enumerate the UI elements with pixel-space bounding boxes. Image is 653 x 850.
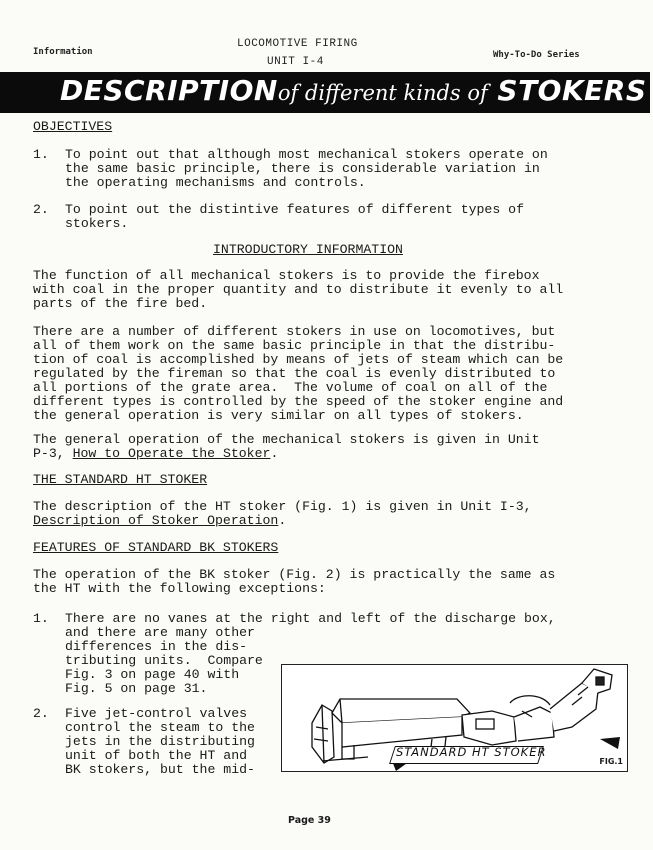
ht-stoker-heading: THE STANDARD HT STOKER (33, 472, 208, 487)
bk-intro-line-1: The operation of the BK stoker (Fig. 2) is practically the same as (33, 567, 556, 582)
banner-word-description: DESCRIPTION (60, 74, 278, 107)
banner-script-text: of different kinds of (277, 81, 488, 105)
bk-stokers-heading: FEATURES OF STANDARD BK STOKERS (33, 540, 279, 555)
intro-para3-suffix: . (270, 446, 279, 461)
page-number: Page 39 (288, 815, 331, 826)
intro-para3-line-2 (33, 447, 278, 461)
ht-stoker-line-1: The description of the HT stoker (Fig. 1) is given in Unit I-3, (33, 499, 532, 514)
header-unit: UNIT I-4 (267, 56, 324, 68)
title-banner (0, 72, 650, 113)
bk-item-1-line-1: There are no vanes at the right and left of the discharge box, (65, 611, 556, 626)
intro-para1-line-1: The function of all mechanical stokers is to provide the firebox (33, 268, 540, 283)
intro-para1-line-3: parts of the fire bed. (33, 296, 208, 311)
objective-1-line-1: To point out that although most mechanical stokers operate on (65, 147, 548, 162)
ht-stoker-suffix: . (278, 513, 287, 528)
bk-item-1-line-2: and there are many other (65, 625, 255, 640)
header-left-label: Information (33, 47, 93, 57)
bk-item-2-line-1: Five jet-control valves (65, 706, 248, 721)
bk-item-1-line-6: Fig. 5 on page 31. (65, 681, 208, 696)
intro-para2-line-2: all of them work on the same basic principle in that the distribu- (33, 338, 556, 353)
bk-item-2-number: 2. (33, 706, 49, 721)
ht-stoker-line-2 (33, 514, 286, 528)
intro-para1-line-2: with coal in the proper quantity and to distribute it evenly to all (33, 282, 564, 297)
objective-2-line-2: stokers. (65, 216, 129, 231)
objective-1-number: 1. (33, 147, 49, 162)
intro-para2-line-5: all portions of the grate area. The volume of coal on all of the (33, 380, 548, 395)
intro-para2-line-1: There are a number of different stokers in use on locomotives, but (33, 324, 556, 339)
figure-caption: STANDARD HT STOKER (396, 745, 547, 759)
intro-heading: INTRODUCTORY INFORMATION (213, 242, 403, 257)
bk-item-1-number: 1. (33, 611, 49, 626)
bk-item-1-line-4: tributing units. Compare (65, 653, 263, 668)
banner-title (60, 74, 647, 107)
intro-para2-line-6: different types is controlled by the speed of the stoker engine and (33, 394, 564, 409)
objective-1-line-2: the same basic principle, there is considerable variation in (65, 161, 540, 176)
intro-para3-line-1: The general operation of the mechanical stokers is given in Unit (33, 432, 540, 447)
bk-item-2-line-4: unit of both the HT and (65, 748, 248, 763)
figure-1-standard-ht-stoker (281, 664, 628, 772)
intro-para2-line-7: the general operation is very similar on all types of stokers. (33, 408, 524, 423)
bk-item-2-line-5: BK stokers, but the mid- (65, 762, 255, 777)
banner-word-stokers: STOKERS (497, 74, 647, 107)
bk-item-2-line-3: jets in the distributing (65, 734, 255, 749)
objectives-heading: OBJECTIVES (33, 119, 113, 134)
unit-i3-reference: Description of Stoker Operation (33, 513, 279, 528)
intro-para2-line-3: tion of coal is accomplished by means of jets of steam which can be (33, 352, 564, 367)
unit-p3-reference: How to Operate the Stoker (72, 446, 271, 461)
intro-para3-prefix: P-3, (33, 446, 73, 461)
objective-2-number: 2. (33, 202, 49, 217)
header-series-label: Why-To-Do Series (493, 50, 580, 60)
objective-2-line-1: To point out the distintive features of different types of (65, 202, 524, 217)
bk-intro-line-2: the HT with the following exceptions: (33, 581, 326, 596)
figure-number: FIG.1 (599, 757, 623, 766)
bk-item-1-line-5: Fig. 3 on page 40 with (65, 667, 240, 682)
bk-item-2-line-2: control the steam to the (65, 720, 255, 735)
header-title: LOCOMOTIVE FIRING (237, 38, 358, 50)
objective-1-line-3: the operating mechanisms and controls. (65, 175, 366, 190)
bk-item-1-line-3: differences in the dis- (65, 639, 248, 654)
intro-para2-line-4: regulated by the fireman so that the coal is evenly distributed to (33, 366, 556, 381)
